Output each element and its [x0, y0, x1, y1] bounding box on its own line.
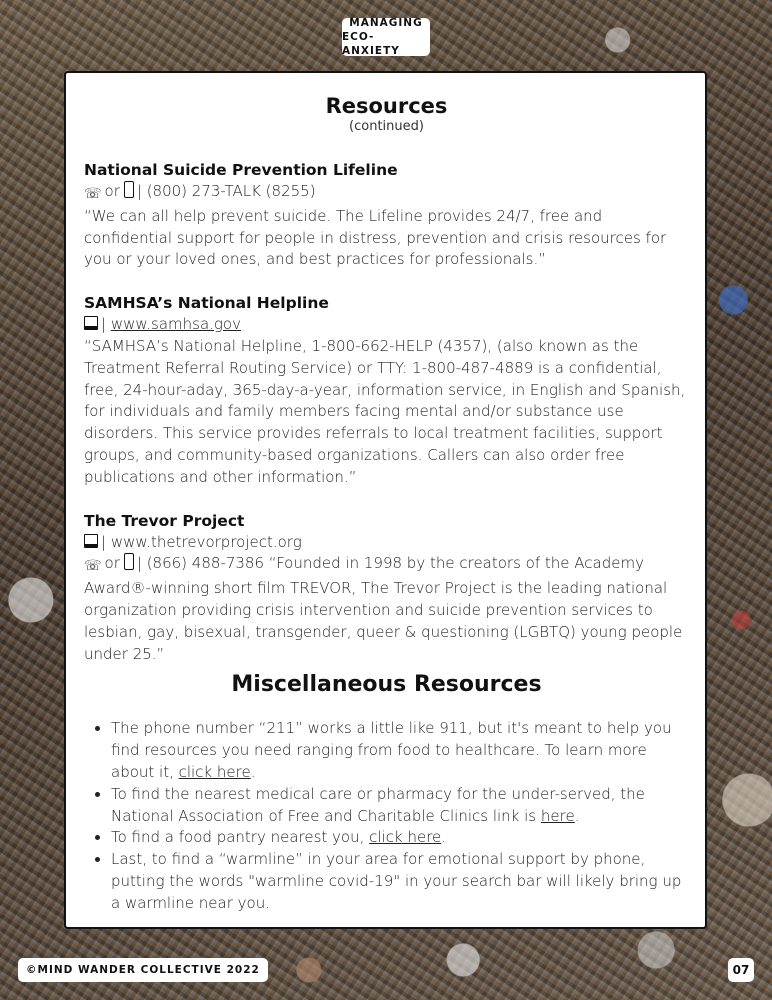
copyright-badge: ©MIND WANDER COLLECTIVE 2022	[18, 958, 268, 982]
contact-line	[84, 553, 689, 665]
resource-description: “SAMHSA’s National Helpline, 1-800-662-HELP (4357), (also known as the Treatment Referral Routing Service) or TTY: 1-800-487-4889 is a confidential, free, 24-hour-aday, 365-day-a-year, information service, in English and Spanish, for individuals and family members facing mental and/or substance use disorders. This service provides referrals to local treatment facilities, support groups, and community-based organizations. Callers can also order free publications and other information.”	[84, 336, 686, 486]
content-card	[64, 71, 707, 929]
list-item-text: The phone number “211” works a little like 911, but it's meant to help you find resources you need ranging from food to healthcare. To learn more about it,	[111, 719, 672, 781]
list-item	[111, 718, 689, 783]
clinics-here-link[interactable]: here	[540, 806, 575, 825]
resource-name: SAMHSA’s National Helpline	[84, 294, 329, 313]
resource-entry-lifeline	[84, 159, 689, 271]
food-pantry-click-here-link[interactable]: click here	[369, 828, 442, 847]
page-number: 07	[728, 958, 754, 982]
section-tag-line1: MANAGING	[349, 17, 423, 29]
list-item	[111, 784, 689, 828]
211-click-here-link[interactable]: click here	[178, 762, 251, 781]
page-subtitle: (continued)	[349, 119, 424, 134]
or-text: or	[104, 182, 120, 200]
mobile-phone-icon	[124, 181, 134, 198]
website-line	[84, 532, 689, 554]
phone-icon: ☏	[84, 186, 102, 202]
computer-icon	[84, 534, 98, 548]
list-item-punct: .	[574, 806, 580, 825]
list-item	[111, 849, 689, 914]
resource-name: National Suicide Prevention Lifeline	[84, 161, 398, 179]
phone-icon: ☏	[84, 558, 102, 575]
misc-resources-list	[84, 718, 689, 914]
list-item-punct: .	[441, 828, 447, 847]
section-tag	[342, 18, 430, 56]
page-title: Resources	[325, 94, 448, 118]
resource-description: “We can all help prevent suicide. The Lifeline provides 24/7, free and confidential support for people in distress, prevention and crisis resources for you or your loved ones, and best practices for professionals.”	[84, 206, 667, 269]
or-text: or	[104, 554, 120, 573]
resource-entry-samhsa	[84, 292, 689, 488]
list-item	[111, 827, 689, 849]
resource-description: | (866) 488-7386 “Founded in 1998 by the creators of the Academy Award®-winning short film TREVOR, The Trevor Project is the leading national organization providing crisis intervention and suicide prevention services to lesbian, gay, bisexual, transgender, queer & questioning (LGBTQ) young people under 25.”	[84, 554, 683, 663]
website-prefix: |	[101, 315, 111, 334]
samhsa-website-link[interactable]: www.samhsa.gov	[110, 315, 241, 334]
resource-name: The Trevor Project	[84, 511, 245, 530]
misc-resources-heading: Miscellaneous Resources	[231, 672, 542, 698]
contact-line	[84, 181, 689, 206]
list-item-text: To find the nearest medical care or pharmacy for the under-served, the National Association of Free and Charitable Clinics link is	[111, 784, 645, 825]
website-line	[84, 314, 689, 336]
list-item-punct: .	[250, 762, 256, 781]
mobile-phone-icon	[124, 553, 134, 570]
resource-entry-trevor	[84, 510, 689, 666]
phone-number: | (800) 273-TALK (8255)	[136, 182, 316, 200]
computer-icon	[84, 316, 98, 330]
section-tag-line2: ECO-ANXIETY	[342, 31, 400, 57]
list-item-text: To find a food pantry nearest you,	[111, 828, 370, 847]
website-text: | www.thetrevorproject.org	[101, 532, 302, 551]
list-item-text: Last, to find a “warmline” in your area for emotional support by phone, putting the words "warmline covid-19" in your search bar will likely bring up a warmline near you.	[111, 850, 682, 912]
